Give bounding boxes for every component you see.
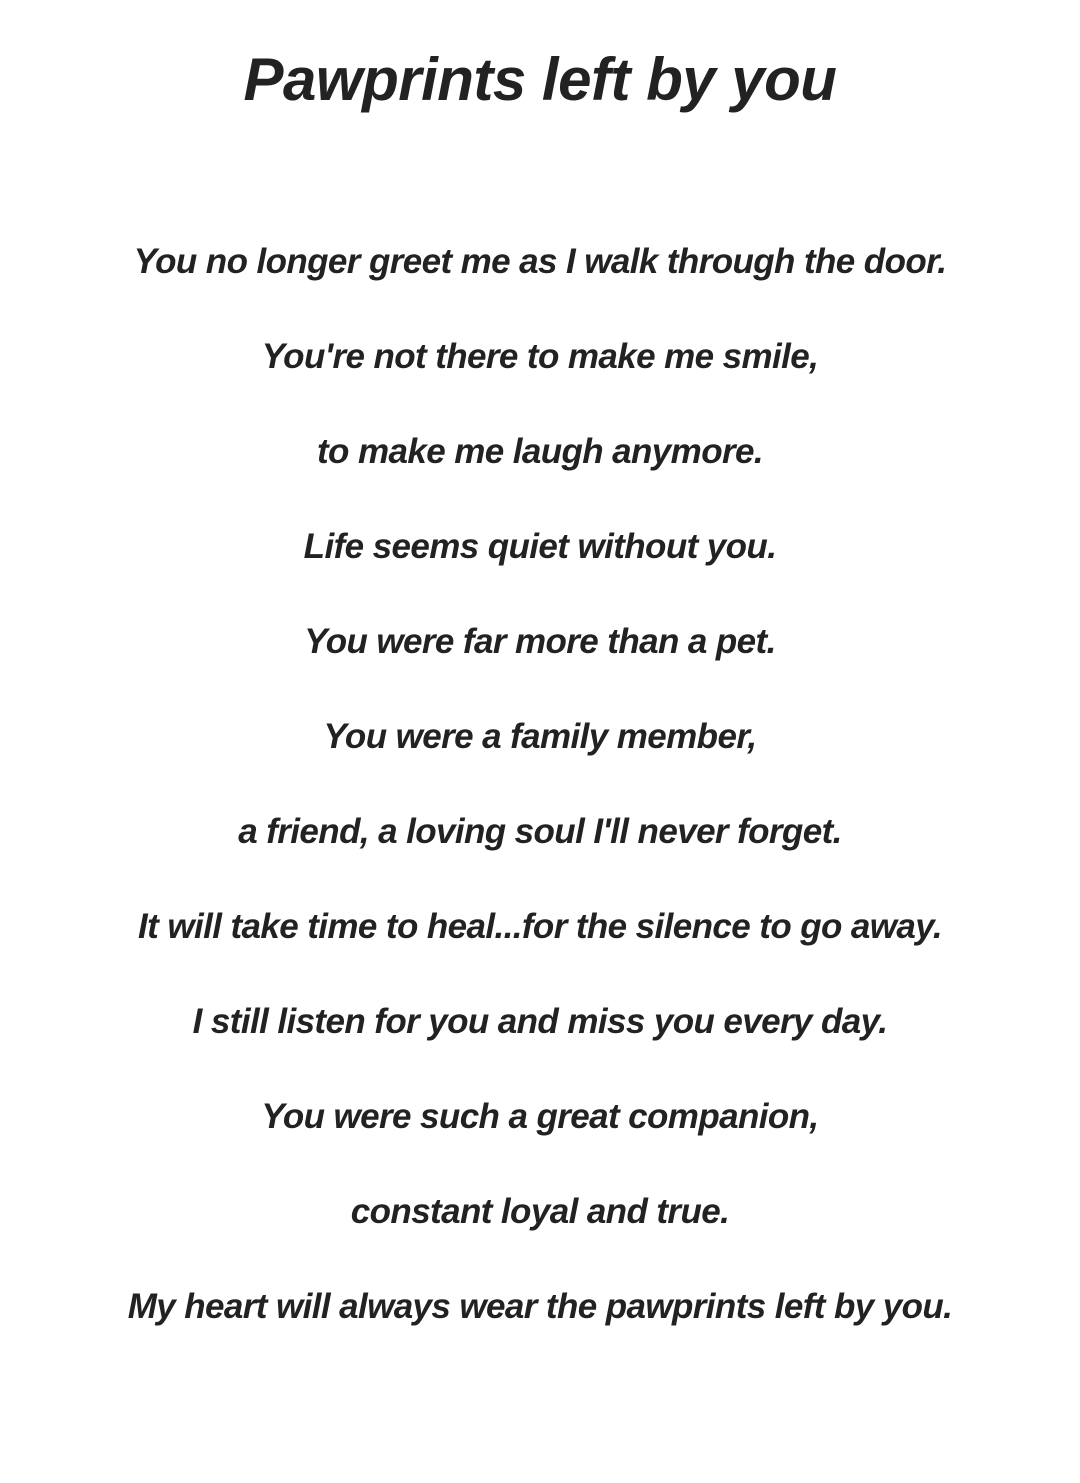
poem-line: You were far more than a pet. <box>304 622 776 661</box>
poem-line: a friend, a loving soul I'll never forget. <box>238 812 842 851</box>
poem-line: You were such a great companion, <box>261 1097 819 1136</box>
poem-line: You were a family member, <box>323 717 757 756</box>
poem-line: Life seems quiet without you. <box>303 527 777 566</box>
poem-line: I still listen for you and miss you every day. <box>192 1002 888 1041</box>
poem-line: You're not there to make me smile, <box>261 337 819 376</box>
poem-line: constant loyal and true. <box>350 1192 730 1231</box>
poem-body <box>0 232 1080 1372</box>
poem-title: Pawprints left by you <box>243 46 837 113</box>
poem-line: It will take time to heal...for the silence to go away. <box>138 907 942 946</box>
poem-line: My heart will always wear the pawprints left by you. <box>127 1287 953 1326</box>
poem-line: to make me laugh anymore. <box>317 432 763 471</box>
poem-line: You no longer greet me as I walk through the door. <box>133 242 947 281</box>
